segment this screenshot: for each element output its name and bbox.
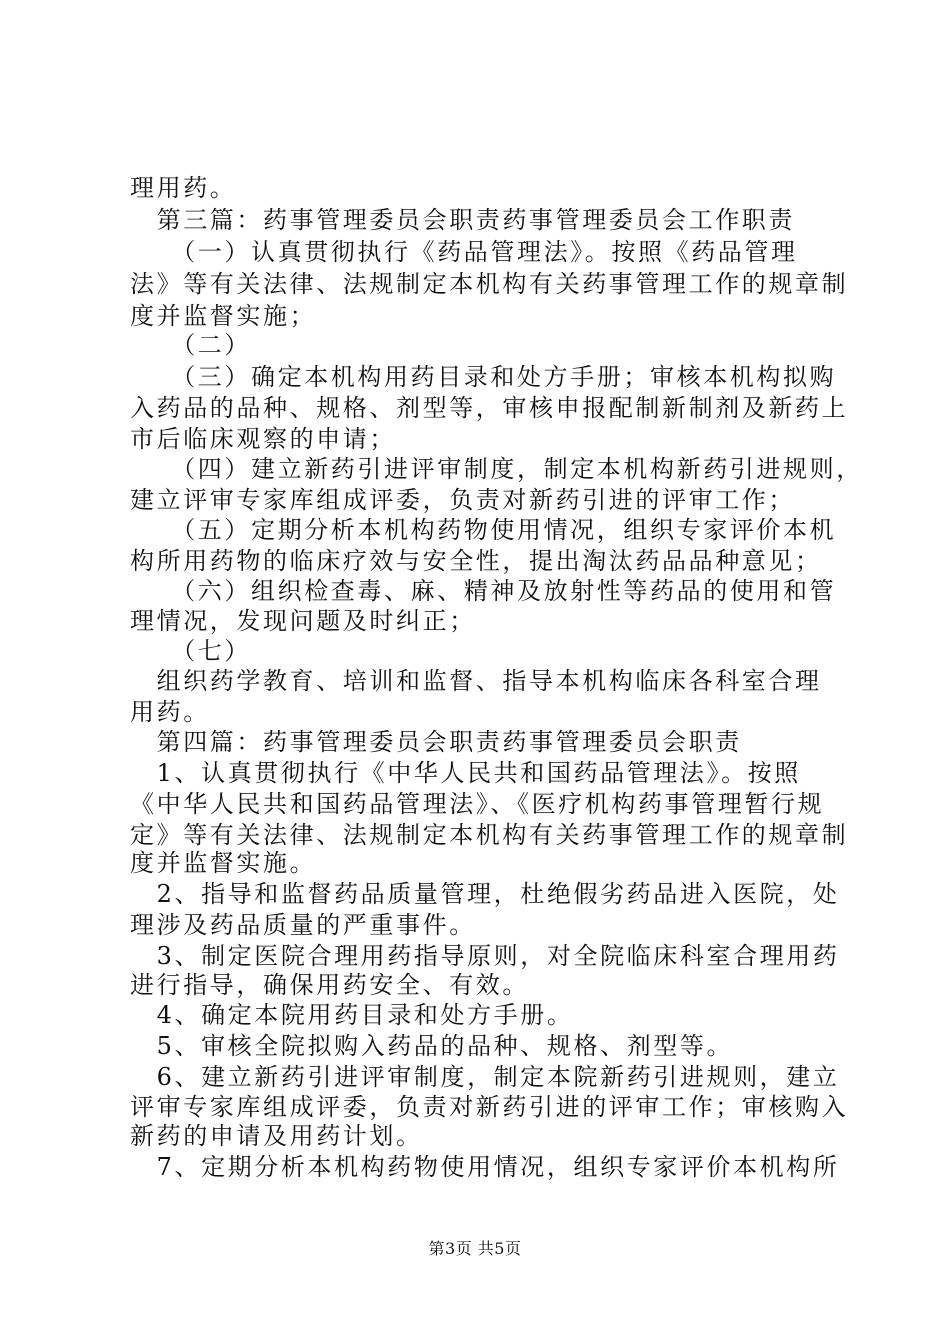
text-line: 定》等有关法律、法规制定本机构有关药事管理工作的规章制 xyxy=(130,821,849,849)
text-line: 1、认真贯彻执行《中华人民共和国药品管理法》。按照 xyxy=(130,759,801,787)
text-line: 理情况，发现问题及时纠正； xyxy=(130,607,476,635)
text-line: （一）认真贯彻执行《药品管理法》。按照《药品管理 xyxy=(130,238,798,266)
text-line: 建立评审专家库组成评委，负责对新药引进的评审工作； xyxy=(130,486,795,514)
section-heading: 第三篇：药事管理委员会职责药事管理委员会工作职责 xyxy=(130,206,795,234)
page-number-footer: 第3页 共5页 xyxy=(428,1239,522,1258)
text-line: 新药的申请及用药计划。 xyxy=(130,1122,423,1150)
text-line: 构所用药物的临床疗效与安全性，提出淘汰药品品种意见； xyxy=(130,547,822,575)
text-line: 4、确定本院用药目录和处方手册。 xyxy=(130,1001,574,1029)
text-line: 度并监督实施。 xyxy=(130,849,317,877)
text-line: 理用药。 xyxy=(130,174,237,202)
text-line: 5、审核全院拟购入药品的品种、规格、剂型等。 xyxy=(130,1032,734,1060)
text-line: 3、制定医院合理用药指导原则，对全院临床科室合理用药 xyxy=(130,942,840,970)
text-line: 2、指导和监督药品质量管理，杜绝假劣药品进入医院，处 xyxy=(130,880,840,908)
text-line: 《中华人民共和国药品管理法》、《医疗机构药事管理暂行规 xyxy=(130,790,825,818)
text-line: 入药品的品种、规格、剂型等，审核申报配制新制剂及新药上 xyxy=(130,394,849,422)
text-line: 用药。 xyxy=(130,698,210,726)
text-line: 度并监督实施； xyxy=(130,302,317,330)
text-line: （四）建立新药引进评审制度，制定本机构新药引进规则， xyxy=(130,455,863,483)
text-line: 进行指导，确保用药安全、有效。 xyxy=(130,971,529,999)
text-line: 7、定期分析本机构药物使用情况，组织专家评价本机构所 xyxy=(130,1153,840,1181)
text-line: （五）定期分析本机构药物使用情况，组织专家评价本机 xyxy=(130,516,837,544)
section-heading: 第四篇：药事管理委员会职责药事管理委员会职责 xyxy=(130,728,742,756)
text-line: 法》等有关法律、法规制定本机构有关药事管理工作的规章制 xyxy=(130,270,849,298)
text-line: 6、建立新药引进评审制度，制定本院新药引进规则，建立 xyxy=(130,1063,840,1091)
text-line: （三）确定本机构用药目录和处方手册；审核本机构拟购 xyxy=(130,363,837,391)
text-line: （二） xyxy=(130,331,251,359)
text-line: 组织药学教育、培训和监督、指导本机构临床各科室合理 xyxy=(130,667,822,695)
text-line: 市后临床观察的申请； xyxy=(130,425,396,453)
text-line: 评审专家库组成评委，负责对新药引进的评审工作；审核购入 xyxy=(130,1093,849,1121)
text-line: （六）组织检查毒、麻、精神及放射性等药品的使用和管 xyxy=(130,577,837,605)
text-line: （七） xyxy=(130,637,251,665)
text-line: 理涉及药品质量的严重事件。 xyxy=(130,911,476,939)
